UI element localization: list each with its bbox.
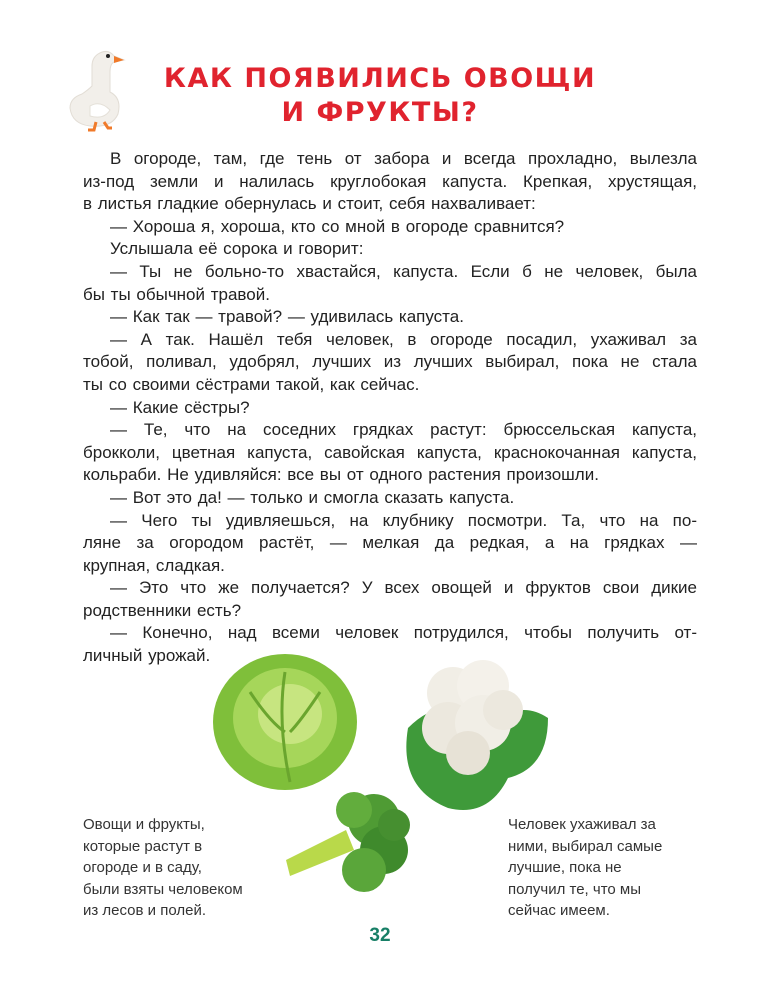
story-line: бы ты обычной травой. xyxy=(83,284,270,304)
caption-line: сейчас имеем. xyxy=(508,902,610,919)
story-line: — Те, что на соседних грядках растут: брюссельская капуста, xyxy=(110,420,697,440)
story-line: — Чего ты удивляешься, на клубнику посмотри. Та, что на по- xyxy=(110,510,697,530)
goose-illustration xyxy=(68,44,138,134)
story-line: В огороде, там, где тень от забора и всегда прохладно, вылезла xyxy=(110,149,697,168)
caption-line: Человек ухаживал за xyxy=(508,816,656,833)
story-line: — А так. Нашёл тебя человек, в огороде посадил, ухаживал за xyxy=(110,329,697,349)
story-text xyxy=(83,148,697,668)
story-line: ты со своими сёстрами такой, как сейчас. xyxy=(83,374,420,394)
story-line: из-под земли и налилась круглобокая капуста. Крепкая, хрустящая, xyxy=(83,171,697,191)
story-line: кольраби. Не удивляйся: все вы от одного растения произошли. xyxy=(83,465,599,485)
caption-line: Овощи и фрукты, xyxy=(83,816,205,833)
caption-left xyxy=(83,814,243,922)
caption-right xyxy=(508,814,662,922)
title-line-2: И ФРУКТЫ? xyxy=(281,97,479,128)
story-line: брокколи, цветная капуста, савойская капуста, краснокочанная капуста, xyxy=(83,442,697,462)
caption-line: были взяты человеком xyxy=(83,880,243,898)
story-line: — Это что же получается? У всех овощей и фруктов свои дикие xyxy=(110,578,697,598)
story-line: тобой, поливал, удобрял, лучших из лучших выбирал, пока не стала xyxy=(83,352,697,372)
story-line: Услышала её сорока и говорит: xyxy=(110,239,364,259)
caption-line: лучшие, пока не xyxy=(508,859,622,876)
page-number: 32 xyxy=(369,925,391,946)
caption-line: огороде и в саду, xyxy=(83,859,202,876)
caption-line: получил те, что мы xyxy=(508,880,642,898)
story-line: крупная, сладкая. xyxy=(83,555,225,575)
story-line: — Хороша я, хороша, кто со мной в огороде сравнится? xyxy=(110,216,565,236)
story-line: — Как так — травой? — удивилась капуста. xyxy=(110,307,464,327)
story-line: родственники есть? xyxy=(83,600,242,620)
caption-line: ними, выбирал самые xyxy=(508,837,663,855)
story-line: в листья гладкие обернулась и стоит, себя нахваливает: xyxy=(83,194,536,214)
cauliflower-illustration xyxy=(398,648,558,818)
story-line: личный урожай. xyxy=(83,646,211,666)
story-line: — Конечно, над всеми человек потрудился, чтобы получить от- xyxy=(110,623,697,643)
broccoli-illustration xyxy=(284,790,414,910)
caption-line: из лесов и полей. xyxy=(83,902,206,919)
cabbage-illustration xyxy=(210,652,360,792)
story-line: ляне за огородом растёт, — мелкая да редкая, а на грядках — xyxy=(83,533,697,553)
caption-line: которые растут в xyxy=(83,837,203,855)
story-line: — Ты не больно-то хвастайся, капуста. Если б не человек, была xyxy=(110,261,697,281)
story-line: — Вот это да! — только и смогла сказать капуста. xyxy=(110,487,515,507)
page-title xyxy=(150,62,610,130)
story-line: — Какие сёстры? xyxy=(110,397,250,417)
title-line-1: КАК ПОЯВИЛИСЬ ОВОЩИ xyxy=(163,63,597,94)
